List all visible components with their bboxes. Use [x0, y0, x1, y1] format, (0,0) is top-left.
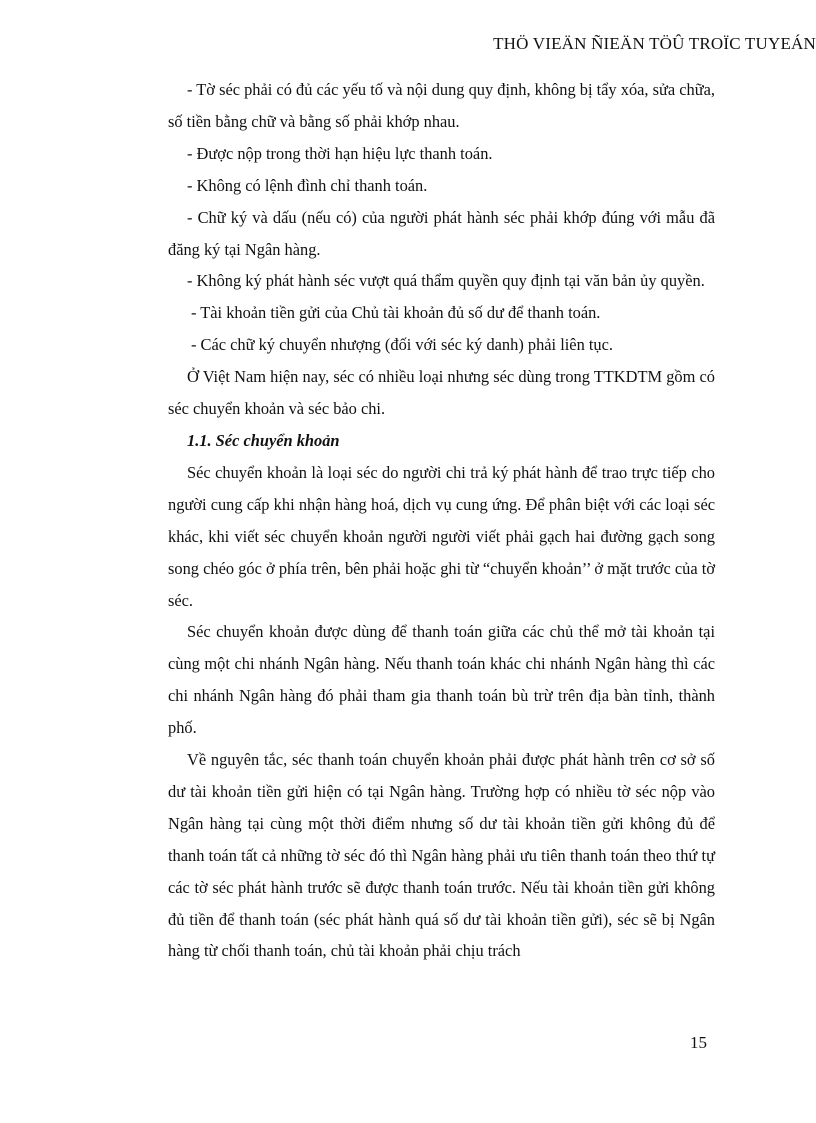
- paragraph: - Các chữ ký chuyển nhượng (đối với séc ký danh) phải liên tục.: [191, 335, 613, 355]
- page-number: 15: [690, 1033, 707, 1052]
- paragraph: - Không có lệnh đình chỉ thanh toán.: [187, 175, 428, 195]
- page-header: THÖ VIEÄN ÑIEÄN TÖÛ TROÏC TUYEÁN: [493, 34, 816, 53]
- paragraph: - Được nộp trong thời hạn hiệu lực thanh toán.: [187, 143, 493, 163]
- paragraph: - Tài khoản tiền gửi của Chủ tài khoản đủ số dư để thanh toán.: [191, 303, 601, 323]
- document-body: [168, 74, 715, 967]
- paragraph: Séc chuyển khoản là loại séc do người chi trả ký phát hành để trao trực tiếp cho người cung cấp khi nhận hàng hoá, dịch vụ cung ứng. Để phân biệt với các loại séc khác, khi viết séc chuyển khoản người người viết phải gạch hai đường gạch song song chéo góc ở phía trên, bên phải hoặc ghi từ “chuyển khoản’’ ở mặt trước của tờ séc.: [168, 462, 715, 610]
- paragraph: - Tờ séc phải có đủ các yếu tố và nội dung quy định, không bị tẩy xóa, sửa chữa, số tiền bằng chữ và bằng số phải khớp nhau.: [168, 80, 715, 131]
- paragraph: - Chữ ký và dấu (nếu có) của người phát hành séc phải khớp đúng với mẫu đã đăng ký tại Ngân hàng.: [168, 207, 715, 259]
- paragraph: Về nguyên tắc, séc thanh toán chuyển khoản phải được phát hành trên cơ sở số dư tài khoản tiền gửi hiện có tại Ngân hàng. Trường hợp có nhiều tờ séc nộp vào Ngân hàng tại cùng một thời điểm nhưng số dư tài khoản tiền gửi không đủ để thanh toán tất cả những tờ séc đó thì Ngân hàng phải ưu tiên thanh toán theo thứ tự các tờ séc phát hành trước sẽ được thanh toán trước. Nếu tài khoản tiền gửi không đủ tiền để thanh toán (séc phát hành quá số dư tài khoản tiền gửi), séc sẽ bị Ngân hàng từ chối thanh toán, chủ tài khoản phải chịu trách: [168, 750, 715, 961]
- paragraph: Ở Việt Nam hiện nay, séc có nhiều loại nhưng séc dùng trong TTKDTM gồm có séc chuyển khoản và séc bảo chi.: [168, 367, 715, 419]
- section-heading: 1.1. Séc chuyển khoản: [187, 430, 340, 450]
- paragraph: - Không ký phát hành séc vượt quá thẩm quyền quy định tại văn bản ủy quyền.: [187, 271, 705, 291]
- paragraph: Séc chuyển khoản được dùng để thanh toán giữa các chủ thể mở tài khoản tại cùng một chi nhánh Ngân hàng. Nếu thanh toán khác chi nhánh Ngân hàng thì các chi nhánh Ngân hàng đó phải tham gia thanh toán bù trừ trên địa bàn tỉnh, thành phố.: [168, 622, 715, 738]
